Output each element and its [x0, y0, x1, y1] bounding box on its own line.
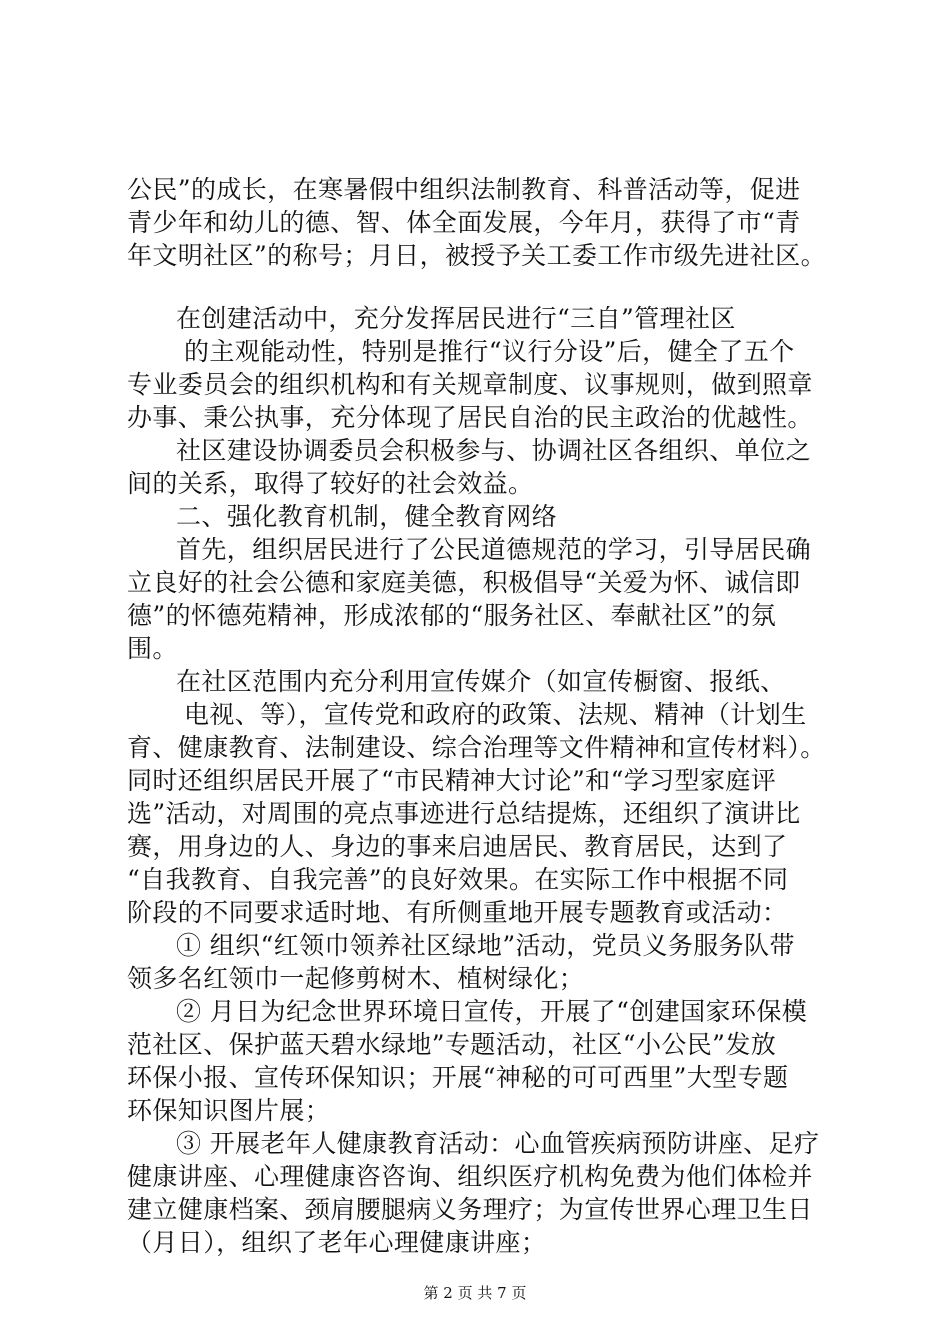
page-number: 第 2 页 共 7 页 — [423, 1284, 527, 1302]
text-line: 公民”的成长，在寒暑假中组织法制教育、科普活动等，促进 — [127, 175, 801, 204]
text-line: 办事、秉公执事，充分体现了居民自治的民主政治的优越性。 — [127, 403, 813, 432]
text-line: 青少年和幼儿的德、智、体全面发展，今年月，获得了市“青 — [127, 208, 801, 237]
text-line: 健康讲座、心理健康咨咨询、组织医疗机构免费为他们体检并 — [127, 1162, 813, 1191]
text-line: 年文明社区”的称号；月日，被授予关工委工作市级先进社区。 — [127, 241, 826, 270]
list-item: ② 月日为纪念世界环境日宣传，开展了“创建国家环保模 — [176, 997, 808, 1026]
text-line: 赛，用身边的人、身边的事来启迪居民、教育居民，达到了 — [127, 832, 788, 861]
text-line: 在创建活动中，充分发挥居民进行“三自”管理社区 — [176, 304, 736, 333]
text-line: 的主观能动性，特别是推行“议行分设”后，健全了五个 — [184, 337, 795, 366]
text-line: 间的关系，取得了较好的社会效益。 — [127, 469, 534, 498]
text-line: “自我教育、自我完善”的良好效果。在实际工作中根据不同 — [127, 865, 789, 894]
text-line: 围。 — [127, 634, 178, 663]
text-line: 领多名红领巾一起修剪树木、植树绿化； — [127, 964, 585, 993]
text-line: 环保知识图片展； — [127, 1096, 331, 1125]
text-line: 环保小报、宣传环保知识；开展“神秘的可可西里”大型专题 — [127, 1063, 789, 1092]
section-heading: 二、强化教育机制，健全教育网络 — [176, 502, 558, 531]
text-line: 选”活动，对周围的亮点事迹进行总结提炼，还组织了演讲比 — [127, 799, 801, 828]
text-line: 阶段的不同要求适时地、有所侧重地开展专题教育或活动： — [127, 898, 788, 927]
text-line: 同时还组织居民开展了“市民精神大讨论”和“学习型家庭评 — [127, 766, 777, 795]
text-line: 建立健康档案、颈肩腰腿病义务理疗；为宣传世界心理卫生日 — [127, 1195, 813, 1224]
text-line: 立良好的社会公德和家庭美德，积极倡导“关爱为怀、诚信即 — [127, 568, 801, 597]
text-line: 电视、等），宣传党和政府的政策、法规、精神（计划生 — [184, 700, 807, 729]
text-line: 德”的怀德苑精神，形成浓郁的“服务社区、奉献社区”的氛 — [127, 601, 777, 630]
text-line: （月日），组织了老年心理健康讲座； — [127, 1228, 547, 1257]
list-item: ③ 开展老年人健康教育活动：心血管疾病预防讲座、足疗 — [176, 1129, 820, 1158]
text-line: 社区建设协调委员会积极参与、协调社区各组织、单位之 — [176, 436, 812, 465]
text-line: 范社区、保护蓝天碧水绿地”专题活动，社区“小公民”发放 — [127, 1030, 777, 1059]
text-line: 在社区范围内充分利用宣传媒介（如宣传橱窗、报纸、 — [176, 667, 786, 696]
list-item: ① 组织“红领巾领养社区绿地”活动，党员义务服务队带 — [176, 931, 795, 960]
text-line: 首先，组织居民进行了公民道德规范的学习，引导居民确 — [176, 535, 812, 564]
text-line: 育、健康教育、法制建设、综合治理等文件精神和宣传材料）。 — [127, 733, 826, 762]
text-line: 专业委员会的组织机构和有关规章制度、议事规则，做到照章 — [127, 370, 813, 399]
